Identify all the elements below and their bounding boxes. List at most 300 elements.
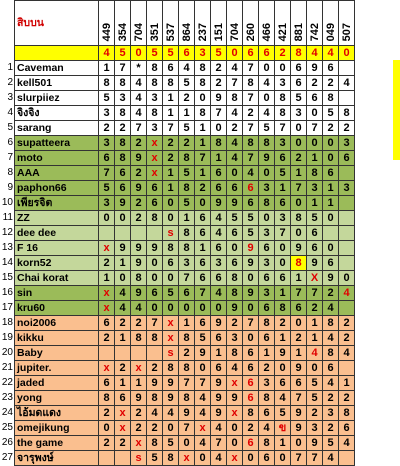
prediction-cell[interactable]: 7 [291,181,307,196]
prediction-cell[interactable]: 3 [147,121,163,136]
answer-cell[interactable]: 4 [323,46,339,61]
prediction-cell[interactable]: 6 [291,76,307,91]
prediction-cell[interactable]: 4 [323,331,339,346]
prediction-cell[interactable]: 8 [147,211,163,226]
player-name[interactable]: dee dee [15,226,99,241]
prediction-cell[interactable]: 8 [147,61,163,76]
prediction-cell[interactable]: 9 [131,241,147,256]
prediction-cell[interactable]: 2 [131,211,147,226]
prediction-cell[interactable]: 1 [195,136,211,151]
prediction-cell[interactable]: 8 [275,106,291,121]
prediction-cell[interactable]: 9 [291,406,307,421]
prediction-cell[interactable]: 4 [131,301,147,316]
prediction-cell[interactable]: 6 [307,91,323,106]
prediction-cell[interactable]: 6 [259,271,275,286]
prediction-cell[interactable]: 2 [291,151,307,166]
prediction-cell[interactable]: 8 [227,91,243,106]
prediction-cell[interactable]: 5 [291,91,307,106]
answer-cell[interactable]: 6 [179,46,195,61]
prediction-cell[interactable] [339,241,355,256]
prediction-cell[interactable]: 0 [227,436,243,451]
prediction-cell[interactable]: 6 [211,271,227,286]
prediction-cell[interactable]: 1 [179,211,195,226]
prediction-cell[interactable]: 7 [243,121,259,136]
prediction-cell[interactable]: 6 [259,241,275,256]
prediction-cell[interactable]: 6 [291,301,307,316]
prediction-cell[interactable]: 3 [339,136,355,151]
player-name[interactable]: F 16 [15,241,99,256]
prediction-cell[interactable]: 1 [291,166,307,181]
prediction-cell[interactable]: 5 [195,331,211,346]
prediction-cell[interactable] [131,226,147,241]
prediction-cell[interactable]: 6 [211,166,227,181]
prediction-cell[interactable]: 7 [195,286,211,301]
player-name[interactable]: kikku [15,331,99,346]
prediction-cell[interactable]: 1 [163,91,179,106]
prediction-cell[interactable]: 6 [259,406,275,421]
prediction-cell[interactable]: 2 [339,316,355,331]
prediction-cell[interactable]: 8 [291,256,307,271]
prediction-cell[interactable]: 8 [227,286,243,301]
prediction-cell[interactable]: 7 [243,151,259,166]
prediction-cell[interactable]: 2 [115,436,131,451]
prediction-cell[interactable]: 0 [163,211,179,226]
prediction-cell[interactable]: 8 [179,226,195,241]
prediction-cell[interactable]: 8 [259,316,275,331]
column-header[interactable] [259,1,275,46]
prediction-cell[interactable]: 1 [195,241,211,256]
player-name[interactable]: Caveman [15,61,99,76]
column-header[interactable] [243,1,259,46]
prediction-cell[interactable]: 8 [115,136,131,151]
prediction-cell[interactable]: 1 [259,346,275,361]
prediction-cell[interactable]: 8 [115,76,131,91]
player-name[interactable]: จิงจิง [15,106,99,121]
prediction-cell[interactable]: 9 [211,391,227,406]
prediction-cell[interactable]: 9 [163,376,179,391]
prediction-cell[interactable] [339,226,355,241]
player-name[interactable]: จารุพงษ์ [15,451,99,466]
prediction-cell[interactable]: 8 [323,346,339,361]
prediction-cell[interactable]: 4 [195,391,211,406]
prediction-cell[interactable]: 7 [195,376,211,391]
prediction-cell[interactable] [131,346,147,361]
prediction-cell[interactable]: 0 [291,196,307,211]
player-name[interactable]: Baby [15,346,99,361]
prediction-cell[interactable]: 7 [211,106,227,121]
prediction-cell[interactable] [339,61,355,76]
prediction-cell[interactable]: 2 [115,121,131,136]
prediction-cell[interactable]: 5 [227,211,243,226]
prediction-cell[interactable]: 4 [115,286,131,301]
prediction-cell[interactable]: 6 [115,391,131,406]
prediction-cell[interactable]: 8 [163,451,179,466]
column-header[interactable] [115,1,131,46]
prediction-cell[interactable]: 6 [179,286,195,301]
prediction-cell[interactable]: 2 [339,391,355,406]
prediction-cell[interactable]: s [163,346,179,361]
prediction-cell[interactable]: 6 [211,331,227,346]
prediction-cell[interactable]: 0 [243,451,259,466]
prediction-cell[interactable]: 1 [275,331,291,346]
prediction-cell[interactable]: 6 [195,211,211,226]
column-header[interactable] [195,1,211,46]
prediction-cell[interactable]: 7 [275,121,291,136]
prediction-cell[interactable]: 4 [275,391,291,406]
prediction-cell[interactable]: 0 [307,361,323,376]
prediction-cell[interactable]: 1 [291,271,307,286]
prediction-cell[interactable]: 4 [195,436,211,451]
prediction-cell[interactable]: 1 [211,151,227,166]
prediction-cell[interactable]: s [131,451,147,466]
column-header[interactable] [307,1,323,46]
prediction-cell[interactable]: 4 [339,436,355,451]
prediction-cell[interactable]: 2 [307,301,323,316]
column-header[interactable] [211,1,227,46]
column-header[interactable] [179,1,195,46]
prediction-cell[interactable]: x [163,316,179,331]
prediction-cell[interactable]: 6 [211,241,227,256]
prediction-cell[interactable]: 8 [243,136,259,151]
prediction-cell[interactable]: 8 [147,391,163,406]
prediction-cell[interactable]: 6 [275,196,291,211]
prediction-cell[interactable]: 2 [99,121,115,136]
prediction-cell[interactable]: 7 [179,271,195,286]
prediction-cell[interactable]: 4 [339,346,355,361]
prediction-cell[interactable]: 8 [131,331,147,346]
prediction-cell[interactable]: 1 [291,346,307,361]
prediction-cell[interactable]: 7 [275,226,291,241]
answer-cell[interactable]: 0 [227,46,243,61]
prediction-cell[interactable] [339,451,355,466]
prediction-cell[interactable]: 5 [99,91,115,106]
prediction-cell[interactable]: 0 [163,196,179,211]
prediction-cell[interactable]: 6 [259,451,275,466]
prediction-cell[interactable]: 1 [275,286,291,301]
prediction-cell[interactable]: 9 [227,301,243,316]
prediction-cell[interactable]: 8 [211,136,227,151]
prediction-cell[interactable]: 3 [99,106,115,121]
prediction-cell[interactable]: 2 [179,136,195,151]
prediction-cell[interactable]: 2 [131,421,147,436]
column-header[interactable] [339,1,355,46]
prediction-cell[interactable]: 1 [195,166,211,181]
prediction-cell[interactable]: 2 [115,361,131,376]
prediction-cell[interactable]: 0 [99,211,115,226]
player-name[interactable]: moto [15,151,99,166]
player-name[interactable]: ไอ้มดแดง [15,406,99,421]
prediction-cell[interactable]: 6 [227,256,243,271]
prediction-cell[interactable]: 2 [131,316,147,331]
prediction-cell[interactable]: 3 [259,286,275,301]
prediction-cell[interactable]: 5 [323,106,339,121]
prediction-cell[interactable]: 0 [307,136,323,151]
prediction-cell[interactable]: 1 [115,376,131,391]
prediction-cell[interactable]: 9 [243,241,259,256]
prediction-cell[interactable] [147,226,163,241]
prediction-cell[interactable]: 7 [115,61,131,76]
prediction-cell[interactable]: 2 [115,316,131,331]
prediction-cell[interactable]: 3 [323,406,339,421]
prediction-cell[interactable]: 8 [163,361,179,376]
prediction-cell[interactable]: 3 [275,136,291,151]
player-name[interactable]: slurpiiez [15,91,99,106]
prediction-cell[interactable]: 6 [243,196,259,211]
prediction-cell[interactable]: 6 [275,271,291,286]
prediction-cell[interactable]: 6 [259,301,275,316]
prediction-cell[interactable]: 3 [307,181,323,196]
prediction-cell[interactable]: 8 [227,346,243,361]
prediction-cell[interactable]: 8 [259,136,275,151]
prediction-cell[interactable]: 4 [339,286,355,301]
prediction-cell[interactable]: 9 [307,436,323,451]
prediction-cell[interactable]: 9 [147,376,163,391]
prediction-cell[interactable]: 8 [99,76,115,91]
prediction-cell[interactable]: 4 [227,106,243,121]
prediction-cell[interactable]: 6 [163,61,179,76]
prediction-cell[interactable]: 5 [275,166,291,181]
prediction-cell[interactable]: 9 [227,196,243,211]
prediction-cell[interactable]: 9 [115,241,131,256]
prediction-cell[interactable]: 4 [211,211,227,226]
answer-cell[interactable]: 5 [211,46,227,61]
player-name[interactable]: jupiter. [15,361,99,376]
prediction-cell[interactable]: 8 [195,61,211,76]
prediction-cell[interactable]: 2 [163,151,179,166]
prediction-cell[interactable]: 0 [323,211,339,226]
prediction-cell[interactable]: 1 [307,151,323,166]
prediction-cell[interactable]: 0 [163,421,179,436]
prediction-cell[interactable]: 3 [291,106,307,121]
player-name[interactable]: korn52 [15,256,99,271]
prediction-cell[interactable]: 4 [211,286,227,301]
prediction-cell[interactable]: 8 [115,106,131,121]
answer-cell[interactable]: 6 [243,46,259,61]
prediction-cell[interactable]: 0 [291,436,307,451]
prediction-cell[interactable]: 8 [259,436,275,451]
prediction-cell[interactable]: 4 [227,61,243,76]
prediction-cell[interactable]: 0 [115,211,131,226]
prediction-cell[interactable]: 2 [131,406,147,421]
prediction-cell[interactable]: 9 [243,286,259,301]
prediction-cell[interactable]: 4 [323,376,339,391]
prediction-cell[interactable]: 6 [195,226,211,241]
prediction-cell[interactable]: 0 [259,91,275,106]
prediction-cell[interactable]: 6 [99,316,115,331]
prediction-cell[interactable]: 0 [195,451,211,466]
prediction-cell[interactable]: 2 [291,331,307,346]
prediction-cell[interactable]: 8 [195,76,211,91]
prediction-cell[interactable]: 4 [323,451,339,466]
prediction-cell[interactable]: 7 [307,121,323,136]
prediction-cell[interactable]: 2 [99,256,115,271]
prediction-cell[interactable]: x [99,361,115,376]
prediction-cell[interactable]: 3 [339,181,355,196]
prediction-cell[interactable]: 0 [227,421,243,436]
prediction-cell[interactable]: 0 [147,301,163,316]
prediction-cell[interactable]: 7 [195,151,211,166]
prediction-cell[interactable]: 6 [211,361,227,376]
prediction-cell[interactable]: 9 [307,256,323,271]
column-header[interactable] [275,1,291,46]
prediction-cell[interactable] [339,256,355,271]
prediction-cell[interactable]: 4 [307,346,323,361]
prediction-cell[interactable]: 4 [211,421,227,436]
prediction-cell[interactable]: 3 [307,421,323,436]
prediction-cell[interactable]: 2 [339,121,355,136]
prediction-cell[interactable]: 6 [307,226,323,241]
prediction-cell[interactable]: 9 [131,151,147,166]
column-header[interactable] [99,1,115,46]
prediction-cell[interactable]: 0 [259,61,275,76]
prediction-cell[interactable]: 5 [307,376,323,391]
prediction-cell[interactable]: 2 [243,421,259,436]
prediction-cell[interactable]: 7 [291,391,307,406]
prediction-cell[interactable]: 8 [243,76,259,91]
prediction-cell[interactable]: 9 [211,376,227,391]
prediction-cell[interactable]: 9 [195,346,211,361]
prediction-cell[interactable]: 4 [227,151,243,166]
prediction-cell[interactable]: 7 [243,61,259,76]
prediction-cell[interactable]: 6 [115,181,131,196]
prediction-cell[interactable]: 8 [147,76,163,91]
prediction-cell[interactable] [339,196,355,211]
prediction-cell[interactable]: 8 [179,391,195,406]
prediction-cell[interactable]: 1 [163,166,179,181]
prediction-cell[interactable]: 8 [275,301,291,316]
prediction-cell[interactable] [147,346,163,361]
prediction-cell[interactable]: 4 [195,406,211,421]
prediction-cell[interactable]: 6 [339,421,355,436]
prediction-cell[interactable]: 1 [275,181,291,196]
prediction-cell[interactable]: 2 [211,76,227,91]
prediction-cell[interactable]: 2 [211,61,227,76]
prediction-cell[interactable]: 4 [339,76,355,91]
prediction-cell[interactable]: 0 [115,271,131,286]
prediction-cell[interactable] [339,166,355,181]
prediction-cell[interactable]: 7 [211,436,227,451]
prediction-cell[interactable]: 8 [163,241,179,256]
prediction-cell[interactable]: 9 [243,256,259,271]
prediction-cell[interactable]: 2 [323,286,339,301]
prediction-cell[interactable]: 2 [147,361,163,376]
prediction-cell[interactable]: 0 [275,256,291,271]
answer-cell[interactable]: 4 [99,46,115,61]
prediction-cell[interactable]: 9 [227,391,243,406]
prediction-cell[interactable]: 6 [195,256,211,271]
prediction-cell[interactable]: x [147,151,163,166]
prediction-cell[interactable] [99,451,115,466]
prediction-cell[interactable]: 9 [131,286,147,301]
prediction-cell[interactable]: 1 [211,346,227,361]
prediction-cell[interactable]: 8 [179,361,195,376]
prediction-cell[interactable]: 0 [259,166,275,181]
prediction-cell[interactable] [115,226,131,241]
prediction-cell[interactable]: 6 [195,316,211,331]
column-header[interactable] [163,1,179,46]
prediction-cell[interactable]: 0 [179,301,195,316]
prediction-cell[interactable]: 0 [243,331,259,346]
prediction-cell[interactable]: 6 [275,376,291,391]
prediction-cell[interactable]: x [99,286,115,301]
prediction-cell[interactable]: 7 [291,451,307,466]
player-name[interactable]: Chai korat [15,271,99,286]
prediction-cell[interactable]: 9 [211,196,227,211]
prediction-cell[interactable]: 8 [275,91,291,106]
prediction-cell[interactable]: 0 [163,271,179,286]
prediction-cell[interactable]: 2 [195,181,211,196]
prediction-cell[interactable]: 9 [131,256,147,271]
prediction-cell[interactable]: 2 [131,196,147,211]
prediction-cell[interactable]: 0 [211,121,227,136]
prediction-cell[interactable]: x [147,136,163,151]
prediction-cell[interactable]: 7 [179,376,195,391]
prediction-cell[interactable]: 0 [195,91,211,106]
prediction-cell[interactable]: 9 [115,196,131,211]
prediction-cell[interactable]: 7 [307,451,323,466]
player-name[interactable]: noi2006 [15,316,99,331]
prediction-cell[interactable]: s [163,226,179,241]
prediction-cell[interactable]: 6 [307,241,323,256]
prediction-cell[interactable] [323,226,339,241]
prediction-cell[interactable]: 8 [323,316,339,331]
prediction-cell[interactable]: 6 [227,226,243,241]
player-name[interactable]: เพียรจิต [15,196,99,211]
prediction-cell[interactable]: 2 [131,136,147,151]
prediction-cell[interactable]: 3 [179,256,195,271]
prediction-cell[interactable]: 2 [323,391,339,406]
prediction-cell[interactable]: 6 [243,361,259,376]
prediction-cell[interactable]: 2 [339,331,355,346]
prediction-cell[interactable]: 5 [259,121,275,136]
prediction-cell[interactable]: 9 [147,241,163,256]
column-header[interactable] [323,1,339,46]
prediction-cell[interactable]: X [307,271,323,286]
prediction-cell[interactable]: 3 [99,136,115,151]
prediction-cell[interactable]: 5 [275,406,291,421]
prediction-cell[interactable] [339,211,355,226]
player-name[interactable]: kru60 [15,301,99,316]
player-name[interactable]: omejikung [15,421,99,436]
prediction-cell[interactable]: x [227,451,243,466]
answer-cell[interactable]: 0 [339,46,355,61]
prediction-cell[interactable]: 8 [179,151,195,166]
prediction-cell[interactable]: 9 [291,361,307,376]
prediction-cell[interactable]: 6 [243,346,259,361]
prediction-cell[interactable]: 4 [211,451,227,466]
prediction-cell[interactable]: 2 [259,361,275,376]
prediction-cell[interactable]: 9 [211,316,227,331]
prediction-cell[interactable]: 6 [163,256,179,271]
prediction-cell[interactable]: 4 [131,76,147,91]
prediction-cell[interactable] [99,226,115,241]
prediction-cell[interactable]: 0 [147,256,163,271]
prediction-cell[interactable]: 9 [211,406,227,421]
prediction-cell[interactable]: x [195,421,211,436]
prediction-cell[interactable]: 4 [163,406,179,421]
prediction-cell[interactable]: 8 [115,151,131,166]
prediction-cell[interactable]: 6 [323,256,339,271]
prediction-cell[interactable]: 0 [243,271,259,286]
prediction-cell[interactable]: 5 [99,181,115,196]
prediction-cell[interactable] [339,301,355,316]
prediction-cell[interactable]: 4 [131,91,147,106]
prediction-cell[interactable]: 0 [275,361,291,376]
prediction-cell[interactable]: 0 [179,436,195,451]
answer-cell[interactable]: 0 [131,46,147,61]
answer-cell[interactable]: 8 [291,46,307,61]
player-name[interactable]: kell501 [15,76,99,91]
